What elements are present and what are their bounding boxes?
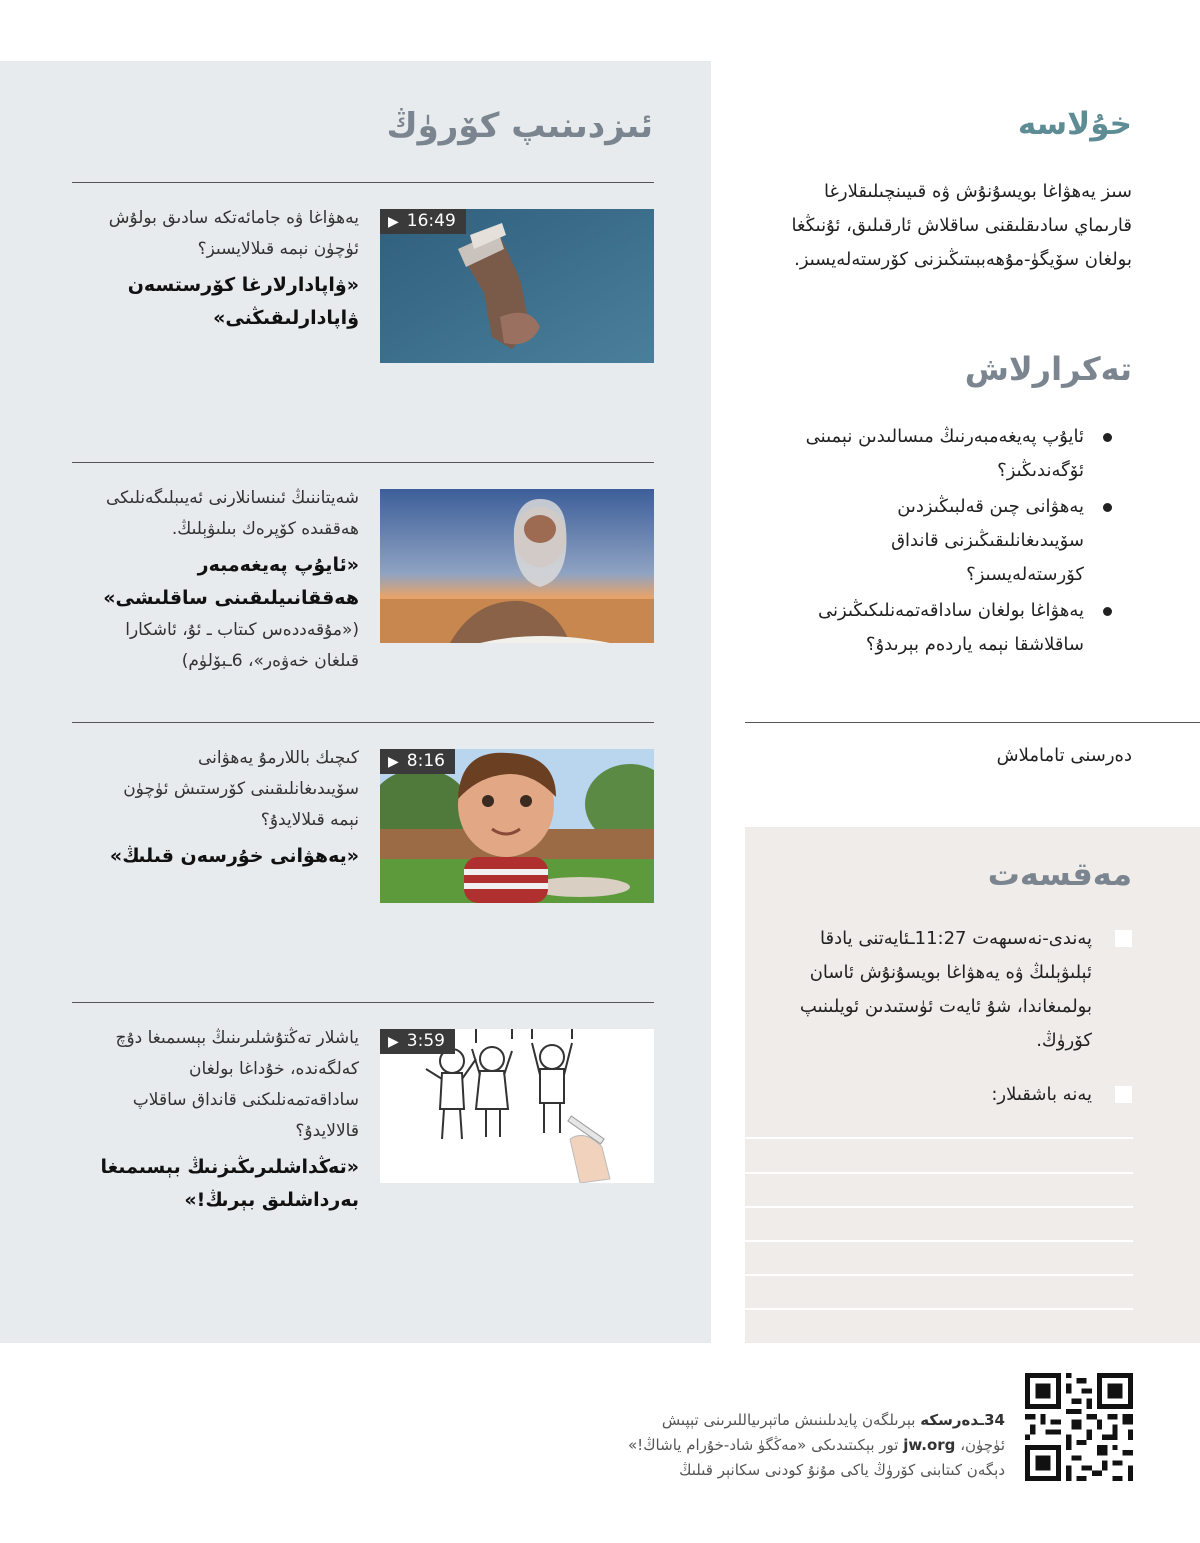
video-title-link[interactable]: «يەھۋانى خۇرسەن قىلىڭ»	[109, 845, 359, 867]
divider	[72, 462, 654, 463]
article-source: («مۇقەددەس كىتاب ـ ئۇ، ئاشكارا قىلغان خەۋەر»، 6ـبۆلۈم)	[125, 620, 359, 671]
video-text	[99, 203, 359, 335]
writing-line[interactable]	[745, 1172, 1133, 1174]
qr-icon	[1025, 1373, 1133, 1481]
review-question: ئايۇپ پەيغەمبەرنىڭ مىسالىدىن نېمىنى ئۆگەندىڭىز؟	[782, 420, 1112, 488]
footer-line-2: ئۈچۈن، jw.org تور بېكىتىدىكى «مەڭگۈ شاد-خۇرام ياشاڭ!»	[628, 1436, 1005, 1454]
video-text	[99, 1023, 359, 1217]
job-illustration	[380, 489, 654, 643]
divider	[745, 722, 1200, 723]
site-link[interactable]: jw.org	[903, 1436, 956, 1454]
goal-checkbox[interactable]	[1115, 1086, 1132, 1103]
goal-checkbox[interactable]	[1115, 930, 1132, 947]
video-title-link[interactable]: «ۋاپادارلارغا كۆرستسەن ۋاپادارلىقىڭنى»	[127, 274, 359, 329]
video-question: ياشلار تەڭتۇشلىرىنىڭ بېسىمىغا دۇچ كەلگەندە، خۇداغا بولغان ساداقەتمەنلىكنى قانداق ساقلاپ قالالايدۇ؟	[115, 1028, 359, 1141]
article-title-link[interactable]: «ئايۇپ پەيغەمبەر ھەققانىيلىقىنى ساقلىشى»	[103, 554, 359, 609]
summary-title: خۇلاسە	[1017, 106, 1132, 142]
footer-line-3: دېگەن كىتابنى كۆرۈڭ ياكى مۇنۇ كودنى سكانېر قىلىڭ	[679, 1461, 1005, 1479]
review-list	[782, 420, 1112, 664]
play-icon: ▶	[388, 754, 399, 770]
goal-title: مەقسەت	[987, 855, 1132, 893]
video-text	[99, 743, 359, 873]
divider	[72, 722, 654, 723]
bullet-icon	[1103, 433, 1112, 442]
article-thumbnail-job[interactable]	[380, 489, 654, 643]
video-title-link[interactable]: «تەڭداشلىرىڭىزنىڭ بېسىمىغا بەرداشلىق بېرىڭ!»	[100, 1156, 359, 1211]
complete-lesson-label[interactable]: دەرسنى تاماملاش	[996, 745, 1132, 766]
goal-item: پەندى-نەسىھەت 11:27ـئايەتنى يادقا ئېلىۋېلىڭ ۋە يەھۋاغا بويسۇنۇش ئاسان بولمىغاندا، شۇ ئايەت ئۈستىدىن ئويلىنىپ كۆرۈڭ.	[762, 922, 1132, 1058]
review-title: تەكرارلاش	[964, 350, 1132, 388]
video-duration: ▶ 3:59	[380, 1029, 455, 1054]
divider	[72, 1002, 654, 1003]
video-duration: ▶ 16:49	[380, 209, 466, 234]
summary-text: سىز يەھۋاغا بويسۇنۇش ۋە قىيىنچىلىقلارغا قارىماي سادىقلىقنى ساقلاش ئارقىلىق، ئۇنىڭغا بولغان سۆيگۈ-مۇھەببىتىڭىزنى كۆرستەلەيسىز.	[791, 181, 1132, 270]
video-thumbnail-sketch[interactable]	[380, 1029, 654, 1183]
bullet-icon	[1103, 503, 1112, 512]
article-question: شەيتاننىڭ ئىنسانلارنى ئەيىبلىگەنلىكى ھەققىدە كۆپرەك بىلىۋېلىڭ.	[106, 488, 359, 539]
writing-line[interactable]	[745, 1240, 1133, 1242]
video-duration: ▶ 8:16	[380, 749, 455, 774]
lesson-ref: 34ـدەرسكە	[920, 1411, 1005, 1429]
footer-line-1: 34ـدەرسكە بېرىلگەن پايدىلىنىش ماتېرىياللىرىنى تېپىش	[661, 1411, 1005, 1429]
bullet-icon	[1103, 607, 1112, 616]
video-question: يەھۋاغا ۋە جامائەتكە سادىق بولۇش ئۈچۈن نېمە قىلالايسىز؟	[108, 208, 359, 259]
divider	[72, 182, 654, 183]
review-question: يەھۋانى چىن قەلبىڭىزدىن سۆيىدىغانلىقىڭىزنى قانداق كۆرستەلەيسىز؟	[782, 490, 1112, 592]
footer-note	[445, 1408, 1005, 1483]
writing-line[interactable]	[745, 1137, 1133, 1139]
video-question: كىچىك باللارمۇ يەھۋانى سۆيىدىغانلىقىنى كۆرستىش ئۈچۈن نېمە قىلالايدۇ؟	[123, 748, 359, 830]
review-question: يەھۋاغا بولغان ساداقەتمەنلىكىڭىزنى ساقلاشقا نېمە ياردەم بېرىدۇ؟	[782, 594, 1112, 662]
play-icon: ▶	[388, 214, 399, 230]
goal-item: يەنە باشقىلار:	[762, 1078, 1132, 1112]
qr-code[interactable]	[1025, 1373, 1133, 1481]
play-icon: ▶	[388, 1034, 399, 1050]
writing-line[interactable]	[745, 1308, 1133, 1310]
explore-title: ئىزدىنىپ كۆرۈڭ	[386, 106, 653, 146]
video-thumbnail-boy[interactable]	[380, 749, 654, 903]
video-thumbnail-handshake[interactable]	[380, 209, 654, 363]
writing-line[interactable]	[745, 1206, 1133, 1208]
writing-line[interactable]	[745, 1274, 1133, 1276]
goal-list	[762, 922, 1132, 1132]
article-text	[99, 483, 359, 677]
